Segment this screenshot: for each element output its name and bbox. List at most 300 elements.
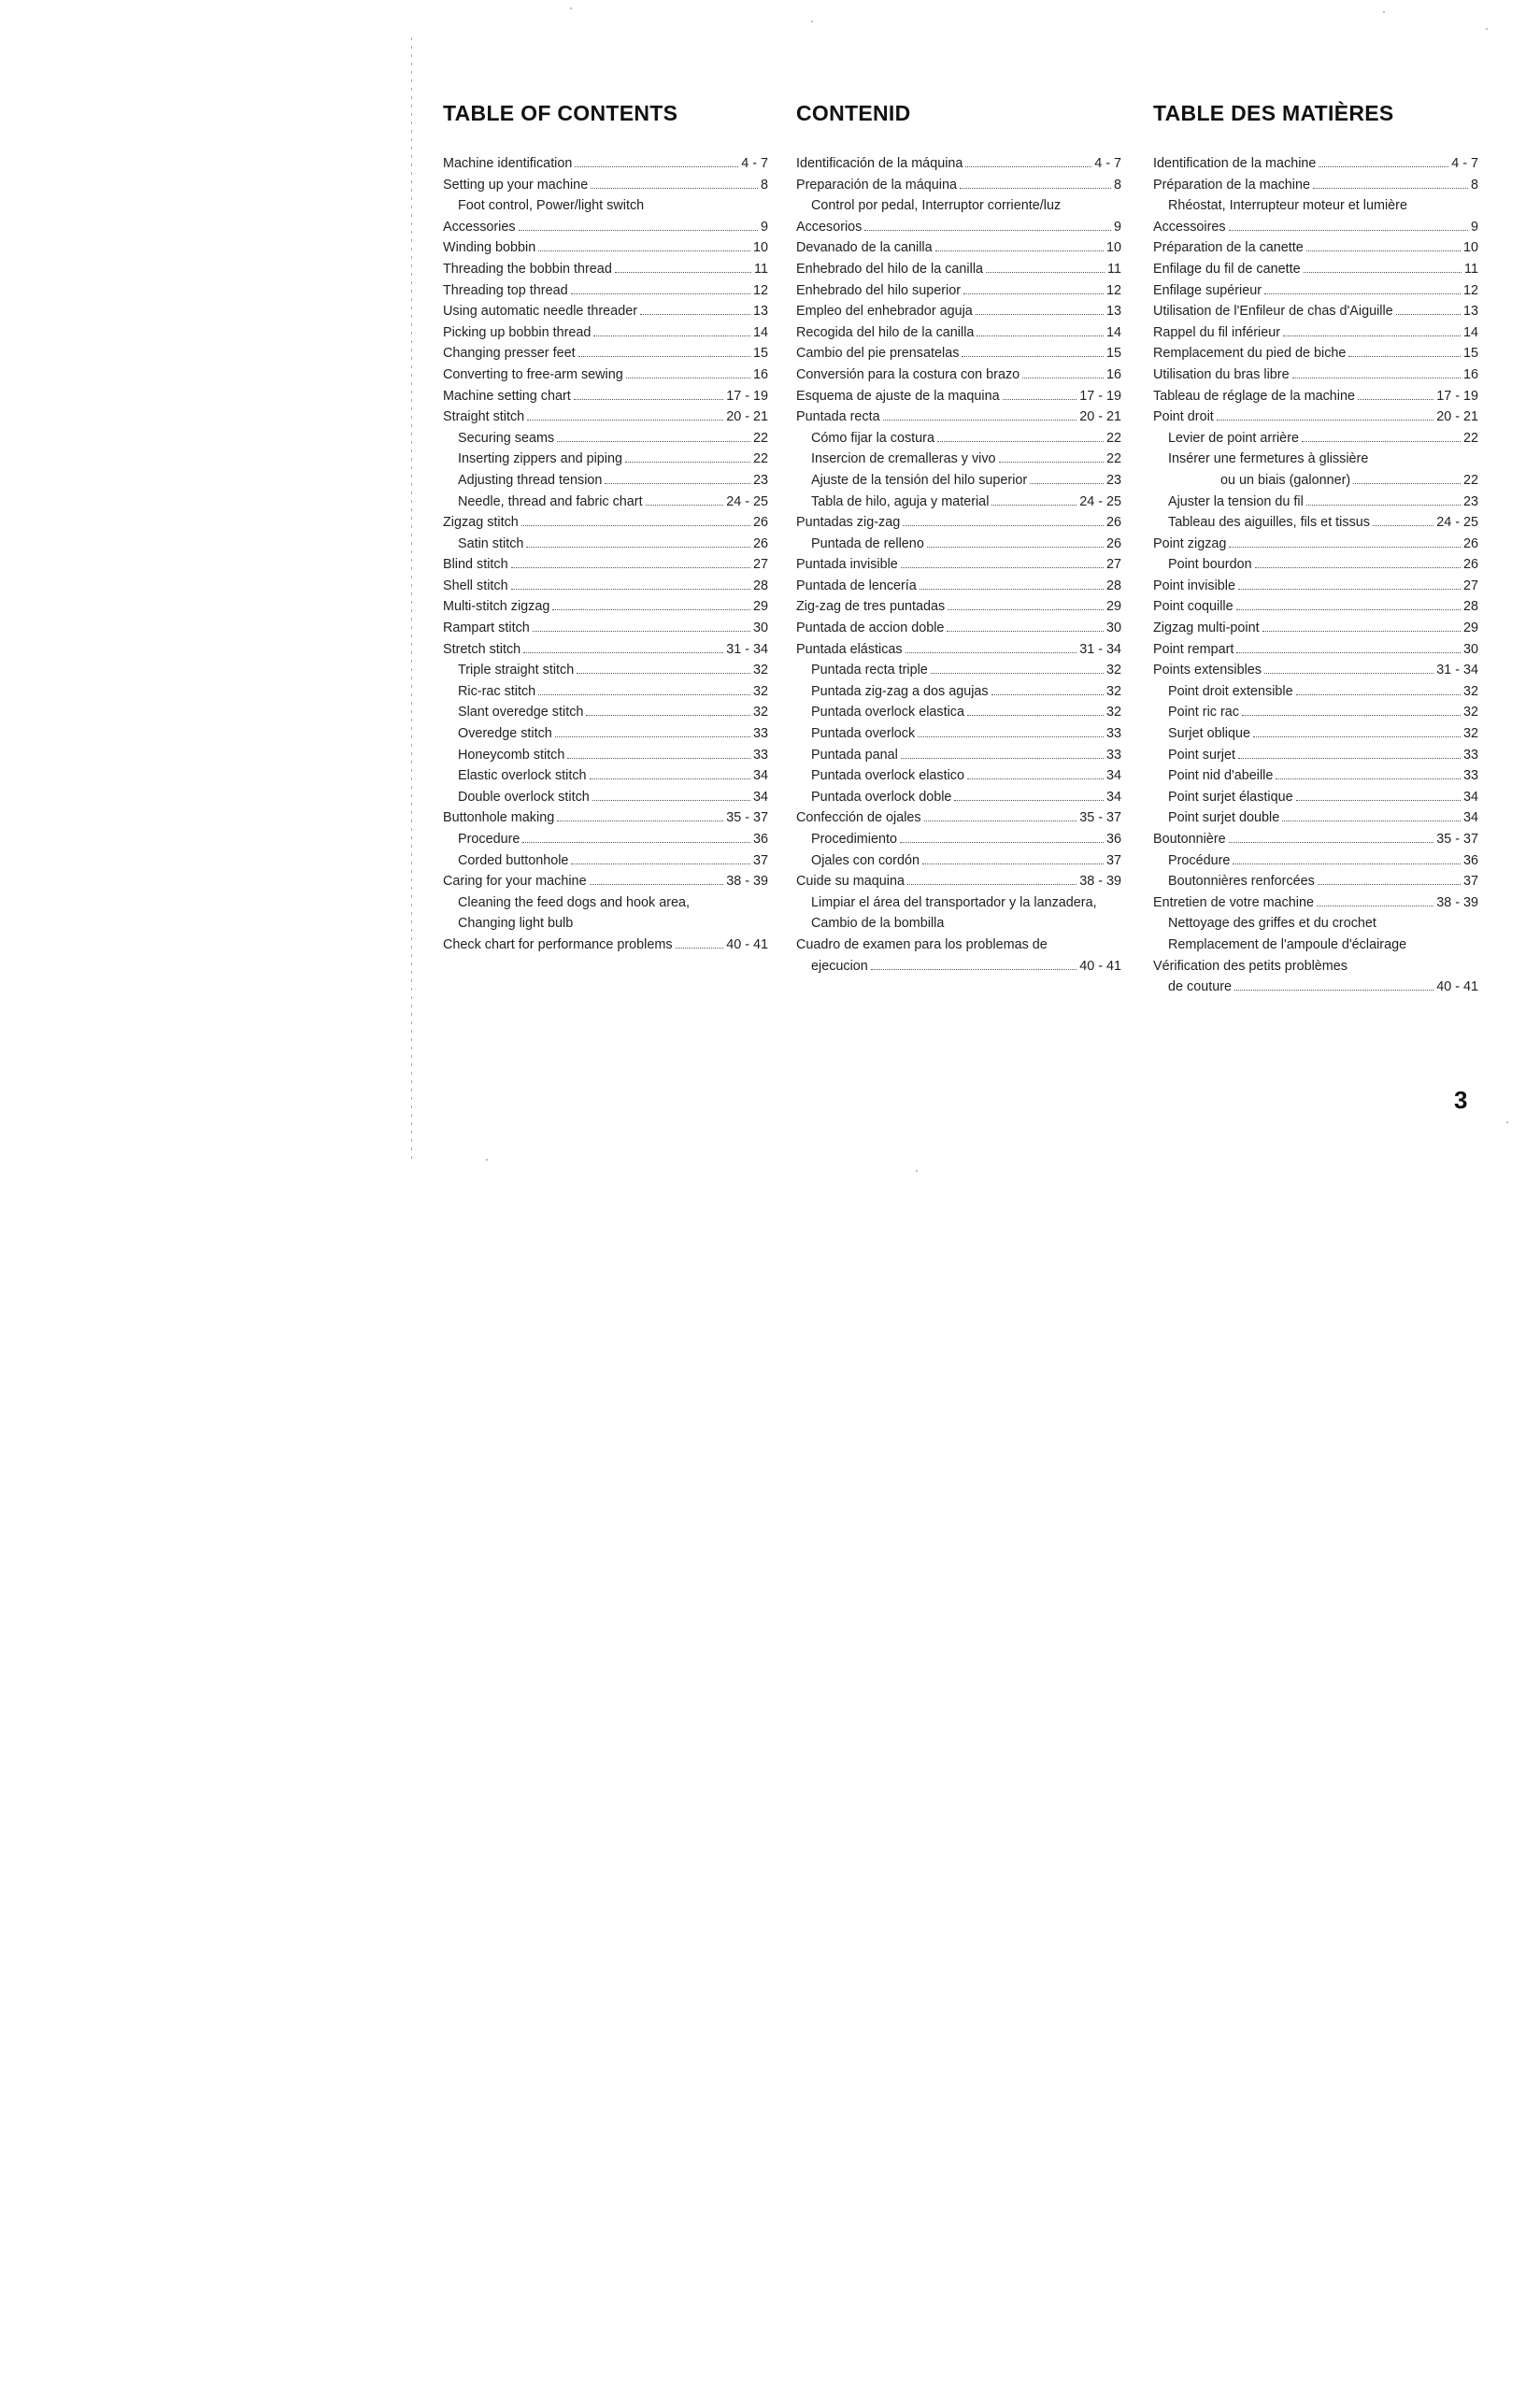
toc-entry — [1153, 681, 1478, 703]
toc-entry-page: 32 — [752, 663, 768, 678]
toc-entry — [796, 534, 1121, 555]
toc-entry-page: 32 — [1462, 683, 1478, 699]
toc-entry — [443, 470, 768, 492]
dot-leader — [1236, 609, 1461, 610]
toc-entry-page: 38 - 39 — [726, 874, 768, 890]
toc-entry-title: Adjusting thread tension — [458, 472, 603, 488]
toc-entry-page: 34 — [1105, 789, 1121, 805]
toc-entry-title: Tableau de réglage de la machine — [1153, 388, 1356, 404]
toc-entry — [443, 892, 768, 914]
dot-leader — [864, 230, 1111, 231]
dot-leader — [954, 800, 1104, 801]
toc-entry — [796, 765, 1121, 787]
toc-entry — [443, 660, 768, 681]
dot-leader — [931, 673, 1104, 674]
toc-entry-page: 11 — [754, 261, 768, 277]
toc-entry — [443, 745, 768, 766]
toc-entry-title: Tableau des aiguilles, fils et tissus — [1168, 515, 1370, 531]
toc-entry-page: 16 — [1105, 366, 1121, 382]
toc-entry-title: Procédure — [1168, 852, 1231, 868]
dot-leader — [538, 694, 750, 695]
toc-entry-title: Shell stitch — [443, 578, 508, 593]
toc-entry-page: 13 — [1462, 304, 1478, 320]
toc-entry-title: Threading top thread — [443, 282, 568, 298]
toc-entry-page: 32 — [1462, 705, 1478, 721]
dot-leader — [903, 525, 1104, 526]
dot-leader — [676, 948, 724, 949]
toc-entry-title: de couture — [1168, 979, 1233, 995]
toc-entry-page: 38 - 39 — [1079, 874, 1121, 890]
scan-artifact-line — [411, 37, 412, 1159]
toc-entry-title: Zigzag multi-point — [1153, 621, 1260, 636]
dot-leader — [521, 525, 750, 526]
toc-entry-title: Ajuste de la tensión del hilo superior — [811, 472, 1028, 488]
scan-speck — [1486, 28, 1488, 30]
toc-entry-title: Honeycomb stitch — [458, 747, 565, 763]
toc-entry-title: Puntada recta — [796, 409, 880, 425]
dot-leader — [986, 272, 1105, 273]
column-title: CONTENID — [796, 101, 911, 125]
toc-entry-page: 4 - 7 — [741, 156, 768, 171]
dot-leader — [591, 188, 758, 189]
toc-entry — [1153, 913, 1478, 935]
toc-entry-page: 8 — [760, 177, 768, 193]
dot-leader — [1229, 230, 1468, 231]
toc-entry-title: Enhebrado del hilo de la canilla — [796, 261, 984, 277]
toc-entry — [1153, 807, 1478, 829]
toc-entry-title: Empleo del enhebrador aguja — [796, 304, 973, 320]
toc-entry-page: 30 — [1105, 621, 1121, 636]
toc-entry — [443, 364, 768, 386]
toc-entry-title: Control por pedal, Interruptor corriente/luz — [811, 198, 1062, 214]
toc-entry — [1153, 956, 1478, 977]
toc-entry-title: Point rempart — [1153, 641, 1234, 657]
toc-entry-title: Boutonnières renforcées — [1168, 874, 1315, 890]
column-title: TABLE DES MATIÈRES — [1153, 101, 1394, 125]
toc-entry — [1153, 977, 1478, 998]
toc-entry — [796, 364, 1121, 386]
toc-entry-title: Point nid d'abeille — [1168, 768, 1274, 784]
dot-leader — [999, 462, 1104, 463]
dot-leader — [1358, 399, 1433, 400]
toc-entry — [443, 850, 768, 872]
toc-entry-title: Securing seams — [458, 430, 555, 446]
dot-leader — [1282, 820, 1461, 821]
toc-entry — [796, 428, 1121, 449]
dot-leader — [976, 314, 1104, 315]
toc-entry-title: Overedge stitch — [458, 726, 552, 742]
toc-entry-page: 26 — [1462, 557, 1478, 573]
toc-entry — [1153, 470, 1478, 492]
toc-entry-title: Identification de la machine — [1153, 156, 1317, 171]
toc-entry-title: Insercion de cremalleras y vivo — [811, 451, 996, 467]
toc-entry — [796, 787, 1121, 808]
toc-entry — [1153, 512, 1478, 534]
toc-entry-page: 31 - 34 — [726, 641, 768, 657]
toc-entry — [1153, 892, 1478, 914]
toc-entry — [1153, 301, 1478, 322]
toc-entry-page: 33 — [1105, 747, 1121, 763]
dot-leader — [948, 609, 1104, 610]
toc-entry-page: 20 - 21 — [1079, 409, 1121, 425]
toc-entry-title: Setting up your machine — [443, 177, 589, 193]
toc-entry-page: 22 — [1462, 472, 1478, 488]
dot-leader — [967, 715, 1104, 716]
toc-entry-page: 15 — [1462, 346, 1478, 362]
toc-entry — [443, 935, 768, 956]
toc-entry-title: Point zigzag — [1153, 535, 1227, 551]
dot-leader — [571, 863, 750, 864]
toc-entry — [796, 195, 1121, 217]
toc-entry — [443, 765, 768, 787]
toc-entry-title: Accessories — [443, 219, 516, 235]
dot-leader — [590, 884, 724, 885]
dot-leader — [552, 609, 750, 610]
toc-entry — [1153, 935, 1478, 956]
toc-entry — [796, 745, 1121, 766]
toc-entry-page: 32 — [1105, 683, 1121, 699]
dot-leader — [523, 652, 723, 653]
dot-leader — [555, 736, 750, 737]
toc-entry-page: 17 - 19 — [1436, 388, 1478, 404]
toc-entry-page: 33 — [1462, 768, 1478, 784]
toc-entry — [443, 259, 768, 280]
toc-entry-page: 20 - 21 — [1436, 409, 1478, 425]
toc-entry — [443, 428, 768, 449]
dot-leader — [901, 567, 1104, 568]
dot-leader — [605, 483, 750, 484]
toc-entry-page: 34 — [1462, 810, 1478, 826]
dot-leader — [1229, 842, 1434, 843]
dot-leader — [947, 631, 1104, 632]
toc-entry — [796, 871, 1121, 892]
entry-list — [443, 153, 768, 956]
toc-entry — [796, 407, 1121, 428]
toc-entry-page: 35 - 37 — [1436, 832, 1478, 847]
toc-entry — [796, 153, 1121, 175]
toc-entry-title: Préparation de la canette — [1153, 240, 1304, 256]
toc-entry-title: Elastic overlock stitch — [458, 768, 587, 784]
toc-entry-page: 11 — [1464, 261, 1478, 277]
toc-entry-title: Double overlock stitch — [458, 789, 590, 805]
dot-leader — [924, 820, 1077, 821]
toc-entry-page: 22 — [1462, 430, 1478, 446]
toc-entry-title: Zig-zag de tres puntadas — [796, 599, 946, 615]
toc-entry-page: 28 — [1105, 578, 1121, 593]
toc-entry-title: Point droit extensible — [1168, 683, 1293, 699]
toc-entry-title: Utilisation de l'Enfileur de chas d'Aiguille — [1153, 304, 1393, 320]
toc-entry-title: Foot control, Power/light switch — [458, 198, 645, 214]
toc-entry-page: 12 — [1462, 282, 1478, 298]
dot-leader — [937, 441, 1104, 442]
toc-entry-page: 26 — [1462, 535, 1478, 551]
column-title: TABLE OF CONTENTS — [443, 101, 678, 125]
toc-entry-title: Boutonnière — [1153, 832, 1226, 847]
table-of-contents-spanish — [796, 101, 1121, 977]
toc-entry — [443, 322, 768, 344]
toc-entry-title: ou un biais (galonner) — [1220, 472, 1351, 488]
toc-entry — [443, 829, 768, 850]
dot-leader — [920, 589, 1104, 590]
toc-entry-title: Converting to free-arm sewing — [443, 366, 623, 382]
toc-entry — [796, 237, 1121, 259]
toc-entry — [1153, 449, 1478, 470]
toc-entry-page: 13 — [752, 304, 768, 320]
dot-leader — [577, 673, 750, 674]
toc-entry-title: Cleaning the feed dogs and hook area, — [458, 894, 691, 910]
toc-entry — [796, 681, 1121, 703]
dot-leader — [1262, 631, 1461, 632]
toc-entry-page: 34 — [752, 768, 768, 784]
toc-entry-title: Entretien de votre machine — [1153, 894, 1314, 910]
toc-entry — [443, 596, 768, 618]
toc-entry-page: 22 — [752, 451, 768, 467]
toc-entry — [443, 787, 768, 808]
dot-leader — [646, 505, 724, 506]
toc-entry-title: Rampart stitch — [443, 621, 530, 636]
toc-entry — [796, 639, 1121, 661]
toc-entry-page: 24 - 25 — [1079, 493, 1121, 509]
toc-entry — [796, 301, 1121, 322]
toc-entry — [443, 554, 768, 576]
scan-speck — [570, 7, 572, 9]
dot-leader — [1264, 293, 1461, 294]
toc-entry — [1153, 702, 1478, 723]
toc-entry-page: 28 — [1462, 599, 1478, 615]
toc-entry-page: 10 — [1105, 240, 1121, 256]
toc-entry — [1153, 217, 1478, 238]
toc-entry-title: Inserting zippers and piping — [458, 451, 622, 467]
toc-entry-page: 34 — [1105, 768, 1121, 784]
toc-entry-page: 16 — [1462, 366, 1478, 382]
toc-entry-page: 24 - 25 — [726, 493, 768, 509]
toc-entry-title: Remplacement du pied de biche — [1153, 346, 1347, 362]
toc-entry-title: Stretch stitch — [443, 641, 521, 657]
toc-entry — [1153, 871, 1478, 892]
dot-leader — [1348, 356, 1461, 357]
toc-entry — [796, 217, 1121, 238]
entry-list — [1153, 153, 1478, 998]
toc-entry — [1153, 554, 1478, 576]
toc-entry — [1153, 660, 1478, 681]
dot-leader — [1264, 673, 1433, 674]
dot-leader — [927, 547, 1104, 548]
dot-leader — [1373, 525, 1433, 526]
dot-leader — [522, 842, 750, 843]
dot-leader — [1296, 694, 1461, 695]
toc-entry-page: 32 — [752, 705, 768, 721]
toc-entry-page: 9 — [760, 219, 768, 235]
toc-entry-page: 37 — [752, 852, 768, 868]
toc-entry — [796, 723, 1121, 745]
toc-entry — [796, 343, 1121, 364]
dot-leader — [1236, 652, 1461, 653]
toc-entry — [443, 153, 768, 175]
toc-entry — [796, 935, 1121, 956]
dot-leader — [592, 800, 750, 801]
toc-entry — [796, 913, 1121, 935]
dot-leader — [1396, 314, 1461, 315]
dot-leader — [907, 884, 1077, 885]
toc-entry — [1153, 596, 1478, 618]
dot-leader — [557, 441, 750, 442]
toc-entry-title: Points extensibles — [1153, 663, 1262, 678]
toc-entry-page: 20 - 21 — [726, 409, 768, 425]
toc-entry-title: Changing presser feet — [443, 346, 576, 362]
scan-speck — [1506, 1121, 1508, 1123]
dot-leader — [1242, 715, 1461, 716]
entry-list — [796, 153, 1121, 977]
dot-leader — [1276, 778, 1461, 779]
toc-entry-title: Puntada overlock — [811, 726, 916, 742]
dot-leader — [900, 842, 1104, 843]
toc-entry-page: 40 - 41 — [726, 936, 768, 952]
toc-entry — [1153, 618, 1478, 639]
toc-entry — [796, 322, 1121, 344]
toc-entry-title: Devanado de la canilla — [796, 240, 933, 256]
dot-leader — [640, 314, 750, 315]
toc-entry — [1153, 322, 1478, 344]
toc-entry — [796, 280, 1121, 302]
toc-entry — [1153, 195, 1478, 217]
toc-entry-page: 32 — [1462, 726, 1478, 742]
toc-entry-title: Satin stitch — [458, 535, 524, 551]
toc-entry-page: 37 — [1105, 852, 1121, 868]
dot-leader — [593, 335, 750, 336]
dot-leader — [575, 166, 738, 167]
toc-entry-title: Threading the bobbin thread — [443, 261, 612, 277]
dot-leader — [1238, 589, 1461, 590]
toc-entry — [796, 956, 1121, 977]
toc-entry-page: 22 — [752, 430, 768, 446]
toc-entry — [443, 343, 768, 364]
toc-entry — [796, 892, 1121, 914]
toc-entry-title: Enfilage supérieur — [1153, 282, 1262, 298]
toc-entry-page: 31 - 34 — [1079, 641, 1121, 657]
dot-leader — [1296, 800, 1461, 801]
toc-entry-title: Slant overedge stitch — [458, 705, 584, 721]
toc-entry-page: 22 — [1105, 451, 1121, 467]
toc-entry — [443, 534, 768, 555]
toc-entry-page: 14 — [1462, 324, 1478, 340]
toc-entry-page: 33 — [1462, 747, 1478, 763]
toc-entry-page: 9 — [1470, 219, 1478, 235]
toc-entry-title: Accesorios — [796, 219, 863, 235]
toc-entry-page: 13 — [1105, 304, 1121, 320]
toc-entry-title: ejecucion — [811, 958, 868, 974]
dot-leader — [962, 356, 1104, 357]
toc-entry — [443, 807, 768, 829]
dot-leader — [538, 250, 750, 251]
dot-leader — [1255, 567, 1461, 568]
toc-entry-page: 10 — [752, 240, 768, 256]
toc-entry — [796, 660, 1121, 681]
dot-leader — [960, 188, 1111, 189]
dot-leader — [1238, 758, 1461, 759]
toc-entry-title: Conversión para la costura con brazo — [796, 366, 1020, 382]
toc-entry-title: Cuide su maquina — [796, 874, 905, 890]
toc-entry — [443, 407, 768, 428]
toc-entry-title: Levier de point arrière — [1168, 430, 1299, 446]
toc-entry-page: 17 - 19 — [1079, 388, 1121, 404]
toc-entry — [443, 217, 768, 238]
toc-entry-title: Point invisible — [1153, 578, 1235, 593]
toc-entry-page: 11 — [1107, 261, 1121, 277]
toc-entry-title: Enhebrado del hilo superior — [796, 282, 962, 298]
dot-leader — [578, 356, 750, 357]
toc-entry-title: Point coquille — [1153, 599, 1233, 615]
toc-entry-title: Caring for your machine — [443, 874, 587, 890]
toc-entry — [1153, 492, 1478, 513]
dot-leader — [965, 166, 1091, 167]
dot-leader — [905, 652, 1077, 653]
toc-entry-page: 8 — [1470, 177, 1478, 193]
dot-leader — [1319, 166, 1448, 167]
toc-entry-page: 26 — [752, 535, 768, 551]
dot-leader — [615, 272, 751, 273]
toc-entry — [1153, 787, 1478, 808]
dot-leader — [586, 715, 750, 716]
toc-entry-page: 37 — [1462, 874, 1478, 890]
dot-leader — [533, 631, 750, 632]
dot-leader — [511, 567, 750, 568]
toc-entry-page: 24 - 25 — [1436, 515, 1478, 531]
toc-entry-page: 30 — [1462, 641, 1478, 657]
toc-entry — [796, 807, 1121, 829]
toc-entry-page: 4 - 7 — [1094, 156, 1121, 171]
dot-leader — [1229, 547, 1461, 548]
toc-entry-title: Puntada panal — [811, 747, 898, 763]
dot-leader — [935, 250, 1104, 251]
toc-entry — [443, 195, 768, 217]
toc-entry-title: Straight stitch — [443, 409, 525, 425]
toc-entry-page: 10 — [1462, 240, 1478, 256]
toc-entry-page: 15 — [752, 346, 768, 362]
dot-leader — [1217, 420, 1433, 421]
scan-speck — [916, 1170, 918, 1172]
toc-entry-page: 26 — [1105, 515, 1121, 531]
toc-entry-title: Triple straight stitch — [458, 663, 575, 678]
toc-entry — [443, 639, 768, 661]
toc-entry-page: 35 - 37 — [726, 810, 768, 826]
toc-entry-title: Puntada overlock doble — [811, 789, 952, 805]
toc-entry-page: 27 — [752, 557, 768, 573]
toc-entry-page: 38 - 39 — [1436, 894, 1478, 910]
toc-entry-title: Ric-rac stitch — [458, 683, 536, 699]
toc-entry-title: Cuadro de examen para los problemas de — [796, 936, 1048, 952]
dot-leader — [883, 420, 1077, 421]
toc-entry-page: 15 — [1105, 346, 1121, 362]
scan-speck — [1383, 11, 1385, 13]
toc-entry-page: 33 — [752, 726, 768, 742]
toc-entry-page: 23 — [1105, 472, 1121, 488]
toc-entry-page: 9 — [1113, 219, 1121, 235]
dot-leader — [511, 589, 750, 590]
scan-speck — [811, 21, 813, 22]
toc-entry — [1153, 343, 1478, 364]
page-number: 3 — [1454, 1086, 1468, 1114]
toc-entry-title: Confección de ojales — [796, 810, 921, 826]
toc-entry-page: 35 - 37 — [1079, 810, 1121, 826]
toc-entry-title: Rappel du fil inférieur — [1153, 324, 1280, 340]
dot-leader — [519, 230, 758, 231]
dot-leader — [991, 694, 1104, 695]
toc-entry-page: 22 — [1105, 430, 1121, 446]
toc-entry — [796, 618, 1121, 639]
toc-entry-title: Nettoyage des griffes et du crochet — [1168, 916, 1376, 932]
toc-entry-page: 30 — [752, 621, 768, 636]
toc-entry-page: 29 — [752, 599, 768, 615]
